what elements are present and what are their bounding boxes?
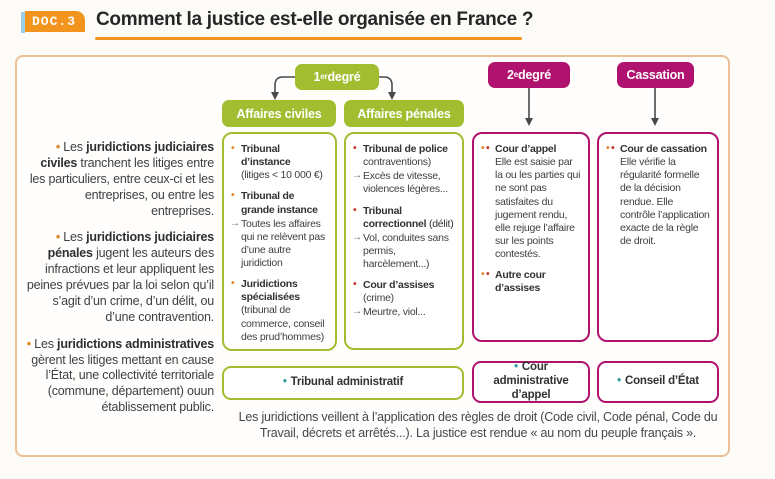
item-detail: Excès de vitesse, violences légères... xyxy=(363,170,448,196)
footer-caption: Les juridictions veillent à l’application des règles de droit (Code civil, Code pénal, Code du Travail, décrets et arrêtés...). La justice est rendue « au nom du peuple français ». xyxy=(238,410,718,441)
badge-1er-degre: 1 er degré xyxy=(295,64,379,90)
arrow-icon: → xyxy=(352,170,362,182)
column-cour-cassation xyxy=(597,132,719,342)
item-title: Tribunal de police xyxy=(363,143,448,155)
arrow-icon: → xyxy=(352,306,362,318)
item-title: Cour d’assises xyxy=(363,279,435,292)
bullet-icon: • xyxy=(481,142,485,154)
bullet-icon: • xyxy=(353,278,357,291)
item-note: contraventions) xyxy=(363,156,432,169)
doc-number-badge: DOC.3 xyxy=(25,11,85,32)
box-tribunal-administratif: • Tribunal administratif xyxy=(222,366,464,400)
column-affaires-penales xyxy=(344,132,464,350)
item-title: Tribunal d’instance xyxy=(241,143,291,169)
title-underline xyxy=(95,37,522,40)
note-juridictions-administratives: • Les juridictions administratives gèrent les litiges mettant en cause l’État, une collectivité territoriale (commune, département) ouun établissement public. xyxy=(26,336,214,415)
badge-affaires-penales: Affaires pénales xyxy=(344,100,464,127)
bullet-icon: • xyxy=(514,361,518,374)
bullet-icon: • xyxy=(55,140,61,154)
note-juridictions-civiles: • Les juridictions judiciaires civiles tranchent les litiges entre les particuliers, entre ceux-ci et les entreprises, ou entre les entreprises. xyxy=(29,140,214,218)
list-item xyxy=(353,205,456,272)
item-detail: Meurtre, viol... xyxy=(363,306,426,319)
list-item xyxy=(481,143,582,261)
list-item xyxy=(231,143,329,182)
item-title: Tribunal correctionnel (délit) xyxy=(363,204,454,230)
bullet-icon: • xyxy=(481,268,485,281)
bullet-icon: • xyxy=(486,268,490,281)
left-notes xyxy=(22,140,214,427)
bullet-icon: • xyxy=(353,203,357,216)
item-detail: Toutes les affaires qui ne relèvent pas d’une autre juridiction xyxy=(241,217,325,269)
list-item xyxy=(481,269,582,295)
arrow-icon: → xyxy=(230,217,240,229)
badge-2e-degre: 2 e degré xyxy=(488,62,570,88)
column-affaires-civiles xyxy=(222,132,337,351)
arrow-icon: → xyxy=(352,231,362,243)
item-title: Autre cour d’assises xyxy=(495,269,546,295)
box-cour-administrative-appel: • Cour administrative d’appel xyxy=(472,361,590,403)
badge-1er-degre-label: 1 xyxy=(313,70,321,84)
list-item xyxy=(231,278,329,344)
bullet-icon: • xyxy=(353,142,357,154)
box-conseil-etat: • Conseil d’État xyxy=(597,361,719,403)
list-item xyxy=(231,190,329,270)
item-title: Juridictions spécialisées xyxy=(241,278,300,304)
item-note: (crime) xyxy=(363,292,394,305)
item-title: Cour de cassation xyxy=(620,143,707,155)
badge-cassation: Cassation xyxy=(617,62,694,88)
list-item xyxy=(353,143,456,197)
bullet-icon: • xyxy=(26,336,31,351)
item-note: (litiges < 10 000 €) xyxy=(241,169,323,182)
item-title: Tribunal de grande instance xyxy=(241,190,318,216)
item-body: Elle est saisie par la ou les parties qui ne sont pas satisfaites du jugement rendu, elle rejuge l’affaire sur les points contestés. xyxy=(495,156,581,260)
bullet-icon: • xyxy=(606,142,610,154)
list-item xyxy=(353,279,456,319)
bullet-icon: • xyxy=(617,375,621,388)
badge-2e-degre-label: 2 xyxy=(506,68,514,82)
item-body: Elle vérifie la régularité formelle de la décision rendue. Elle contrôle l’application exacte de la règle de droit. xyxy=(620,156,710,247)
bullet-icon: • xyxy=(486,142,490,154)
item-detail: Vol, conduites sans permis, harcèlement...) xyxy=(363,231,449,270)
bullet-icon: • xyxy=(231,189,235,202)
item-title: Cour d’appel xyxy=(495,143,557,155)
page-title: Comment la justice est-elle organisée en France ? xyxy=(96,9,534,30)
bullet-icon: • xyxy=(231,142,235,154)
bullet-icon: • xyxy=(282,376,287,389)
bullet-icon: • xyxy=(611,142,615,154)
list-item xyxy=(606,143,711,248)
item-note: (tribunal de commerce, conseil des prud’hommes) xyxy=(241,304,325,343)
bullet-icon: • xyxy=(55,230,61,245)
badge-affaires-civiles: Affaires civiles xyxy=(222,100,336,127)
note-juridictions-penales: • Les juridictions judiciaires pénales jugent les auteurs des infractions et leur appliquent les peines prévues par la loi selon qu’il s’agit d’un crime, d’un délit, ou d’une contravention. xyxy=(26,230,214,324)
bullet-icon: • xyxy=(231,277,235,290)
column-cour-appel xyxy=(472,132,590,342)
